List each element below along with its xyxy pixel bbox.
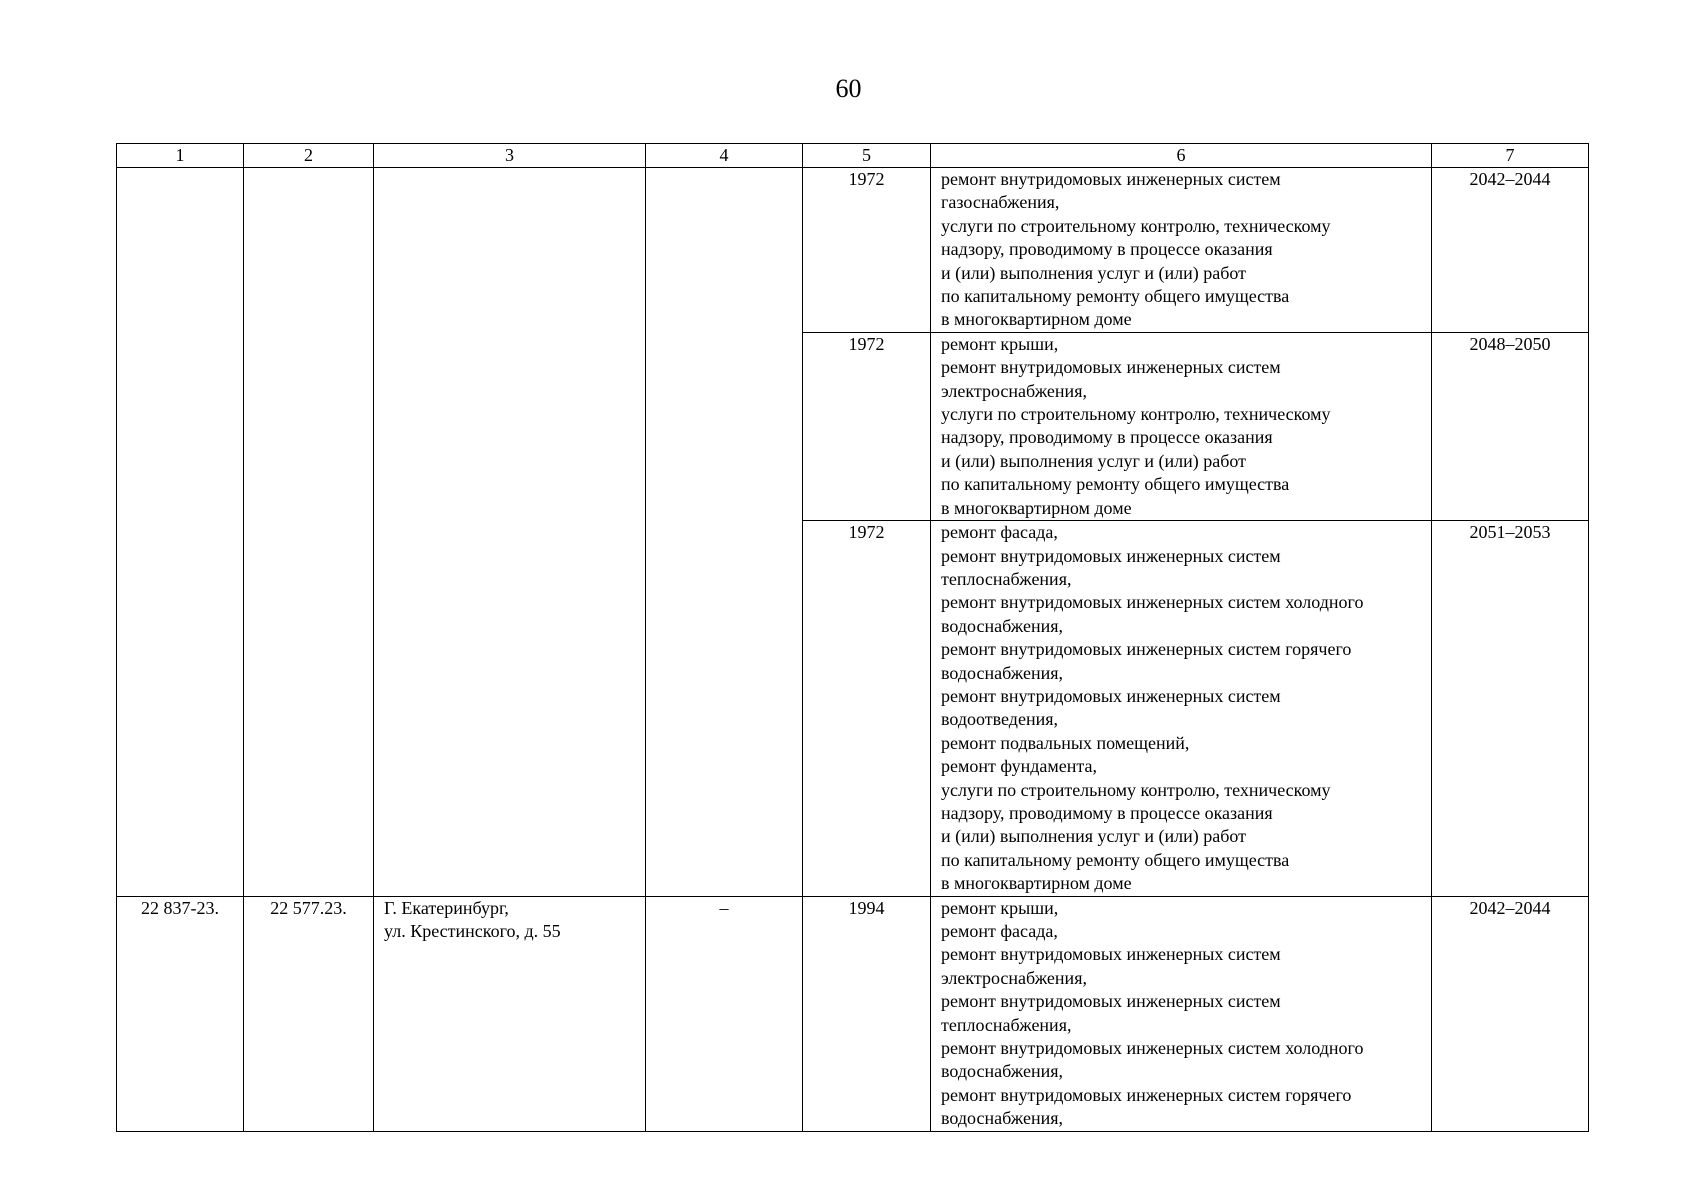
work-line: водоснабжения, (941, 1108, 1064, 1129)
work-line: в многоквартирном доме (941, 497, 1132, 518)
year-cell: 1994 (803, 896, 931, 1131)
year-cell: 1972 (803, 521, 931, 897)
work-line: водоснабжения, (941, 1061, 1064, 1082)
address-line: Г. Екатеринбург, (384, 897, 509, 918)
column-number: 3 (374, 144, 646, 168)
col4-cell: – (646, 896, 803, 1131)
work-line: ремонт подвальных помещений, (941, 732, 1190, 753)
work-line: водоснабжения, (941, 662, 1064, 683)
column-number: 7 (1432, 144, 1589, 168)
column-number: 1 (117, 144, 244, 168)
work-line: электроснабжения, (941, 380, 1087, 401)
number-cell: 22 837-23. (117, 896, 244, 1131)
column-number: 4 (646, 144, 803, 168)
work-line: ремонт крыши, (941, 333, 1059, 354)
work-line: ремонт внутридомовых инженерных систем (941, 685, 1281, 706)
works-cell (931, 521, 1432, 897)
work-line: по капитальному ремонту общего имущества (941, 286, 1290, 307)
column-number-row (117, 144, 1589, 168)
work-line: ремонт внутридомовых инженерных систем (941, 991, 1281, 1012)
work-line: и (или) выполнения услуг и (или) работ (941, 450, 1247, 471)
column-number: 6 (931, 144, 1432, 168)
table-row (117, 896, 1589, 1131)
register-table (116, 143, 1589, 1132)
number-cell (117, 168, 244, 897)
work-line: и (или) выполнения услуг и (или) работ (941, 826, 1247, 847)
work-line: и (или) выполнения услуг и (или) работ (941, 262, 1247, 283)
work-line: ремонт внутридомовых инженерных систем горячего (941, 639, 1352, 660)
work-line: ремонт внутридомовых инженерных систем холодного (941, 592, 1364, 613)
work-line: услуги по строительному контролю, техническому (941, 404, 1331, 425)
work-line: ремонт внутридомовых инженерных систем (941, 169, 1281, 189)
address-line: ул. Крестинского, д. 55 (384, 921, 561, 941)
work-line: надзору, проводимому в процессе оказания (941, 427, 1273, 448)
address-cell (374, 896, 646, 1131)
work-line: по капитальному ремонту общего имущества (941, 474, 1290, 495)
work-line: услуги по строительному контролю, техническому (941, 779, 1331, 800)
address-cell (374, 168, 646, 897)
work-line: водоотведения, (941, 709, 1058, 730)
period-cell: 2042–2044 (1432, 168, 1589, 333)
period-cell: 2051–2053 (1432, 521, 1589, 897)
code-cell (244, 168, 374, 897)
work-line: электроснабжения, (941, 967, 1087, 988)
work-line: ремонт внутридомовых инженерных систем (941, 357, 1281, 378)
column-number: 5 (803, 144, 931, 168)
work-line: теплоснабжения, (941, 568, 1072, 589)
year-cell: 1972 (803, 332, 931, 520)
work-line: ремонт внутридомовых инженерных систем холодного (941, 1038, 1364, 1059)
work-line: надзору, проводимому в процессе оказания (941, 239, 1273, 260)
work-line: ремонт фасада, (941, 522, 1058, 543)
works-cell (931, 896, 1432, 1131)
work-line: ремонт фасада, (941, 921, 1058, 941)
works-cell (931, 168, 1432, 333)
column-number: 2 (244, 144, 374, 168)
table-row (117, 168, 1589, 333)
work-line: надзору, проводимому в процессе оказания (941, 802, 1273, 823)
work-line: водоснабжения, (941, 615, 1064, 636)
work-line: в многоквартирном доме (941, 309, 1132, 330)
work-line: ремонт фундамента, (941, 756, 1097, 777)
work-line: ремонт крыши, (941, 897, 1059, 918)
page-number: 60 (835, 74, 862, 103)
period-cell: 2048–2050 (1432, 332, 1589, 520)
work-line: теплоснабжения, (941, 1014, 1072, 1035)
code-cell: 22 577.23. (244, 896, 374, 1131)
work-line: ремонт внутридомовых инженерных систем горячего (941, 1084, 1352, 1105)
work-line: ремонт внутридомовых инженерных систем (941, 545, 1281, 566)
work-line: услуги по строительному контролю, техническому (941, 215, 1331, 236)
work-line: в многоквартирном доме (941, 873, 1132, 894)
work-line: газоснабжения, (941, 192, 1060, 213)
period-cell: 2042–2044 (1432, 896, 1589, 1131)
work-line: по капитальному ремонту общего имущества (941, 849, 1290, 870)
col4-cell (646, 168, 803, 897)
year-cell: 1972 (803, 168, 931, 333)
works-cell (931, 332, 1432, 520)
work-line: ремонт внутридомовых инженерных систем (941, 944, 1281, 965)
